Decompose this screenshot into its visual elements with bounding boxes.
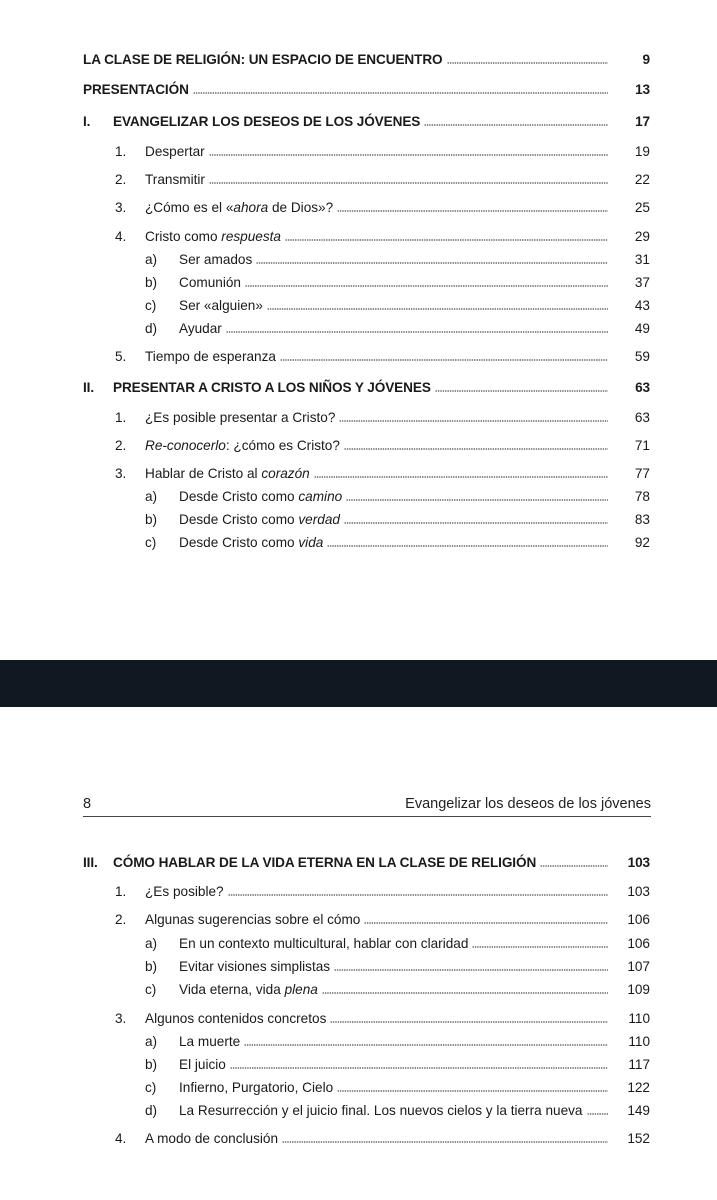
entry-page-number: 117	[628, 1057, 650, 1072]
toc-entry	[145, 959, 650, 974]
entry-title	[179, 275, 241, 290]
entry-title	[179, 489, 342, 504]
title-segment: Ser amados	[179, 252, 253, 267]
dot-leader	[280, 359, 608, 361]
entry-number: b)	[145, 275, 158, 290]
toc-entry	[115, 172, 650, 187]
toc-entry	[145, 535, 650, 550]
entry-page-number: 92	[634, 535, 650, 550]
entry-number: b)	[145, 1057, 158, 1072]
title-segment: Desde Cristo como	[179, 489, 299, 504]
dot-leader	[327, 545, 608, 547]
toc-entry	[145, 321, 650, 336]
entry-page-number: 31	[634, 252, 650, 267]
dot-leader	[209, 154, 608, 156]
dot-leader	[267, 308, 608, 310]
title-segment: Desde Cristo como	[179, 535, 299, 550]
running-header	[83, 794, 651, 817]
entry-page-number: 109	[627, 982, 650, 997]
entry-page-number: 107	[627, 959, 650, 974]
entry-title	[113, 380, 431, 395]
entry-title	[145, 172, 205, 187]
entry-number: 1.	[115, 884, 127, 899]
dot-leader	[472, 946, 608, 948]
entry-number: 2.	[115, 912, 127, 927]
title-segment: Algunas sugerencias sobre el cómo	[145, 912, 361, 927]
title-segment: Transmitir	[145, 172, 205, 187]
dot-leader	[344, 522, 608, 524]
entry-title	[83, 52, 443, 67]
entry-title	[179, 936, 468, 951]
entry-number: III.	[83, 855, 98, 870]
entry-number: c)	[145, 982, 157, 997]
entry-page-number: 59	[634, 349, 650, 364]
dot-leader	[228, 894, 608, 896]
entry-page-number: 103	[627, 855, 650, 870]
title-segment: PRESENTACIÓN	[83, 82, 189, 97]
entry-page-number: 25	[634, 200, 650, 215]
toc-entry	[115, 884, 650, 899]
title-segment: Desde Cristo como	[179, 512, 299, 527]
entry-number: a)	[145, 936, 158, 951]
entry-number: 2.	[115, 172, 127, 187]
entry-title	[179, 982, 318, 997]
entry-number: 3.	[115, 466, 127, 481]
entry-page-number: 83	[634, 512, 650, 527]
entry-title	[179, 535, 323, 550]
toc-entry	[145, 1103, 650, 1118]
dot-leader	[337, 210, 608, 212]
entry-title	[179, 959, 330, 974]
title-segment: Despertar	[145, 144, 205, 159]
entry-page-number: 29	[634, 229, 650, 244]
entry-number: a)	[145, 489, 158, 504]
title-segment: ¿Cómo es el «	[145, 200, 234, 215]
entry-title	[145, 912, 360, 927]
dot-leader	[447, 62, 608, 64]
toc-entry	[115, 229, 650, 244]
toc-entry	[145, 1080, 650, 1095]
toc-entry	[115, 144, 650, 159]
entry-title	[179, 1034, 240, 1049]
entry-page-number: 9	[642, 52, 650, 67]
toc-entry	[83, 380, 650, 395]
toc-entry	[115, 349, 650, 364]
entry-page-number: 106	[627, 936, 650, 951]
entry-page-number: 19	[634, 144, 650, 159]
dot-leader	[230, 1067, 608, 1069]
entry-title	[179, 512, 340, 527]
entry-title	[83, 82, 189, 97]
dot-leader	[226, 331, 608, 333]
title-segment: Comunión	[179, 275, 241, 290]
entry-title	[145, 229, 281, 244]
title-segment: corazón	[261, 466, 310, 481]
entry-title	[113, 114, 420, 129]
entry-number: 1.	[115, 144, 127, 159]
entry-page-number: 110	[628, 1034, 650, 1049]
dot-leader	[245, 285, 608, 287]
toc-entry	[145, 512, 650, 527]
entry-title	[179, 252, 252, 267]
entry-page-number: 149	[627, 1103, 650, 1118]
title-segment: respuesta	[221, 229, 281, 244]
toc-entry	[145, 298, 650, 313]
title-segment: Vida eterna, vida	[179, 982, 285, 997]
title-segment: Algunos contenidos concretos	[145, 1011, 327, 1026]
dot-leader	[337, 1090, 608, 1092]
entry-number: 3.	[115, 200, 127, 215]
dot-leader	[282, 1141, 608, 1143]
toc-entry	[115, 200, 650, 215]
entry-title	[145, 1011, 326, 1026]
entry-number: c)	[145, 535, 157, 550]
title-segment: Hablar de Cristo al	[145, 466, 262, 481]
entry-title	[145, 1131, 278, 1146]
title-segment: de Dios»?	[268, 200, 334, 215]
entry-page-number: 103	[627, 884, 650, 899]
entry-title	[145, 349, 276, 364]
title-segment: PRESENTAR A CRISTO A LOS NIÑOS Y JÓVENES	[113, 380, 431, 395]
toc-entry	[145, 252, 650, 267]
entry-title	[179, 1057, 226, 1072]
entry-page-number: 110	[628, 1011, 650, 1026]
header-page-number: 8	[83, 796, 92, 812]
toc-entry	[115, 410, 650, 425]
toc-entry	[83, 82, 650, 97]
entry-number: d)	[145, 1103, 158, 1118]
entry-number: 2.	[115, 438, 127, 453]
title-segment: CÓMO HABLAR DE LA VIDA ETERNA EN LA CLASE DE RELIGIÓN	[113, 855, 537, 870]
dot-leader	[209, 182, 608, 184]
entry-page-number: 49	[634, 321, 650, 336]
toc-page-bottom	[0, 707, 717, 1200]
entry-title	[145, 884, 224, 899]
toc-entry	[145, 489, 650, 504]
entry-title	[179, 321, 222, 336]
toc-entry	[145, 982, 650, 997]
dot-leader	[364, 922, 608, 924]
entry-title	[179, 298, 263, 313]
entry-title	[179, 1103, 583, 1118]
toc-entry	[145, 1057, 650, 1072]
title-segment: Tiempo de esperanza	[145, 349, 276, 364]
entry-number: 1.	[115, 410, 127, 425]
toc-entry	[83, 855, 650, 870]
dot-leader	[344, 448, 608, 450]
entry-page-number: 71	[634, 438, 650, 453]
entry-page-number: 43	[634, 298, 650, 313]
dot-leader	[540, 865, 608, 867]
dot-leader	[244, 1044, 608, 1046]
entry-page-number: 122	[627, 1080, 650, 1095]
entry-page-number: 78	[634, 489, 650, 504]
entry-page-number: 63	[634, 410, 650, 425]
entry-number: b)	[145, 959, 158, 974]
entry-number: II.	[83, 380, 95, 395]
toc-entry	[145, 275, 650, 290]
entry-page-number: 106	[627, 912, 650, 927]
title-segment: Ser «alguien»	[179, 298, 263, 313]
entry-number: a)	[145, 252, 158, 267]
title-segment: vida	[298, 535, 324, 550]
title-segment: LA CLASE DE RELIGIÓN: UN ESPACIO DE ENCUENTRO	[83, 52, 443, 67]
dot-leader	[314, 476, 608, 478]
dot-leader	[587, 1113, 609, 1115]
toc-entry	[115, 438, 650, 453]
title-segment: Cristo como	[145, 229, 222, 244]
title-segment: Infierno, Purgatorio, Cielo	[179, 1080, 334, 1095]
entry-page-number: 13	[635, 82, 650, 97]
title-segment: La Resurrección y el juicio final. Los nuevos cielos y la tierra nueva	[179, 1103, 583, 1118]
title-segment: A modo de conclusión	[145, 1131, 279, 1146]
title-segment: EVANGELIZAR LOS DESEOS DE LOS JÓVENES	[113, 114, 421, 129]
dot-leader	[193, 92, 608, 94]
toc-entry	[115, 912, 650, 927]
dot-leader	[334, 969, 608, 971]
title-segment: : ¿cómo es Cristo?	[225, 438, 340, 453]
entry-page-number: 22	[634, 172, 650, 187]
entry-page-number: 152	[627, 1131, 650, 1146]
toc-entry	[115, 466, 650, 481]
entry-page-number: 77	[634, 466, 650, 481]
dot-leader	[346, 499, 608, 501]
toc-entry	[115, 1011, 650, 1026]
entry-title	[145, 466, 310, 481]
title-segment: camino	[298, 489, 343, 504]
dot-leader	[322, 992, 608, 994]
title-segment: Re-conocerlo	[145, 438, 226, 453]
entry-number: d)	[145, 321, 158, 336]
dot-leader	[256, 262, 608, 264]
toc-entry	[115, 1131, 650, 1146]
title-segment: ¿Es posible presentar a Cristo?	[145, 410, 336, 425]
title-segment: plena	[284, 982, 318, 997]
title-segment: verdad	[298, 512, 340, 527]
entry-title	[179, 1080, 333, 1095]
title-segment: ahora	[233, 200, 269, 215]
entry-number: a)	[145, 1034, 158, 1049]
dot-leader	[435, 390, 608, 392]
entry-page-number: 17	[635, 114, 650, 129]
toc-entry	[145, 1034, 650, 1049]
entry-number: c)	[145, 1080, 157, 1095]
entry-title	[145, 144, 205, 159]
toc-entry	[83, 52, 650, 67]
entry-number: 3.	[115, 1011, 127, 1026]
entry-number: c)	[145, 298, 157, 313]
entry-title	[113, 855, 536, 870]
dot-leader	[330, 1021, 608, 1023]
dot-leader	[285, 239, 608, 241]
header-book-title: Evangelizar los deseos de los jóvenes	[405, 796, 651, 812]
toc-entry	[145, 936, 650, 951]
entry-number: b)	[145, 512, 158, 527]
dot-leader	[339, 420, 608, 422]
entry-title	[145, 438, 340, 453]
entry-title	[145, 200, 333, 215]
entry-number: 4.	[115, 1131, 127, 1146]
title-segment: El juicio	[179, 1057, 226, 1072]
title-segment: Evitar visiones simplistas	[179, 959, 331, 974]
toc-entry	[83, 114, 650, 129]
title-segment: Ayudar	[179, 321, 222, 336]
entry-number: 4.	[115, 229, 127, 244]
entry-number: 5.	[115, 349, 127, 364]
dot-leader	[424, 124, 608, 126]
entry-number: I.	[83, 114, 91, 129]
entry-page-number: 63	[635, 380, 650, 395]
entry-title	[145, 410, 335, 425]
title-segment: La muerte	[179, 1034, 241, 1049]
title-segment: ¿Es posible?	[145, 884, 224, 899]
entry-page-number: 37	[634, 275, 650, 290]
title-segment: En un contexto multicultural, hablar con claridad	[179, 936, 469, 951]
page-separator-band	[0, 660, 717, 707]
